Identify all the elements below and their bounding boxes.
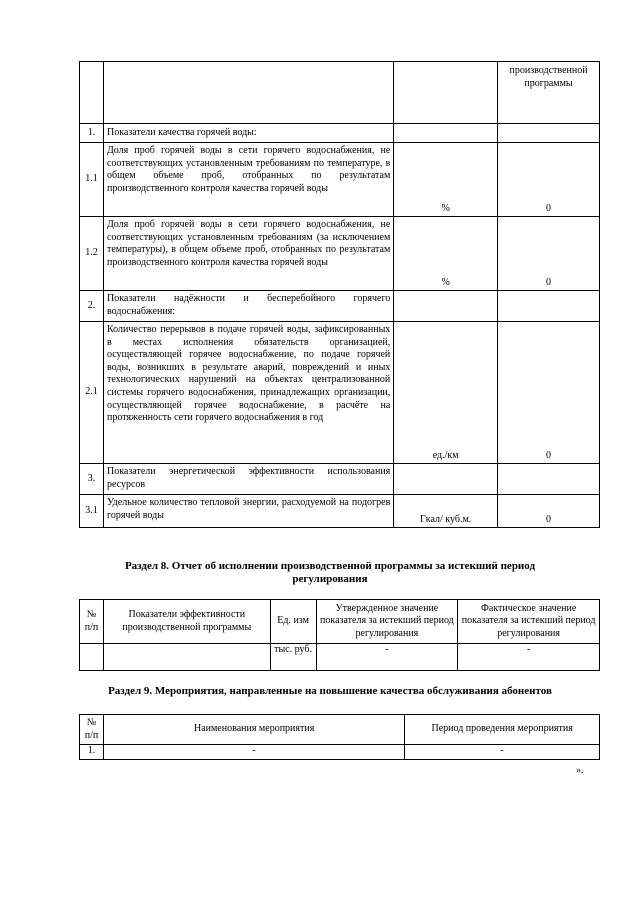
table-row: 2. Показатели надёжности и бесперебойного горячего водоснабжения: <box>80 291 600 322</box>
section8-title: Раздел 8. Отчет об исполнении производственной программы за истекший период регулирования <box>124 560 536 585</box>
table-row: 3. Показатели энергетической эффективности использования ресурсов <box>80 464 600 495</box>
closing-quote: ». <box>576 765 584 776</box>
indicators-table <box>79 61 600 528</box>
table-row: тыс. руб. - - <box>80 644 600 671</box>
table-header-row <box>80 62 600 124</box>
section9-table <box>79 714 600 760</box>
table-header-row: № п/п Показатели эффективности производственной программы Ед. изм Утвержденное значение показателя за истекший период регулирования Фактическое значение показателя за истекший период регулирования <box>80 600 600 644</box>
table-row: 1.1 Доля проб горячей воды в сети горячего водоснабжения, не соответствующих установленным требованиям по температуре, в общем объеме проб, отобранных по результатам производственного контроля качества горячей воды % 0 <box>80 143 600 217</box>
header-last-label: производственной программы <box>509 65 588 89</box>
table-row: 1. Показатели качества горячей воды: <box>80 124 600 143</box>
table-row: 1. - - <box>80 745 600 760</box>
table-row: 3.1 Удельное количество тепловой энергии, расходуемой на подогрев горячей воды Гкал/ куб.м. 0 <box>80 495 600 528</box>
table-row: 1.2 Доля проб горячей воды в сети горячего водоснабжения, не соответствующих установленным требованиям (за исключением температуры), в общем объеме проб, отобранных по результатам производственного контроля качества горячей воды % 0 <box>80 217 600 291</box>
table-row: 2.1 Количество перерывов в подаче горячей воды, зафиксированных в местах исполнения обязательств организацией, осуществляющей горячее водоснабжение, по подаче горячей воды, возникших в результате аварий, повреждений и иных технологических нарушений на объектах централизованной системы горячего водоснабжения, принадлежащих организации, осуществляющей горячее водоснабжение, в расчёте на протяженность сети горячего водоснабжения в год ед./км 0 <box>80 322 600 464</box>
table-header-row: № п/п Наименования мероприятия Период проведения мероприятия <box>80 715 600 745</box>
section9-title: Раздел 9. Мероприятия, направленные на повышение качества обслуживания абонентов <box>108 685 552 697</box>
section8-table <box>79 599 600 671</box>
